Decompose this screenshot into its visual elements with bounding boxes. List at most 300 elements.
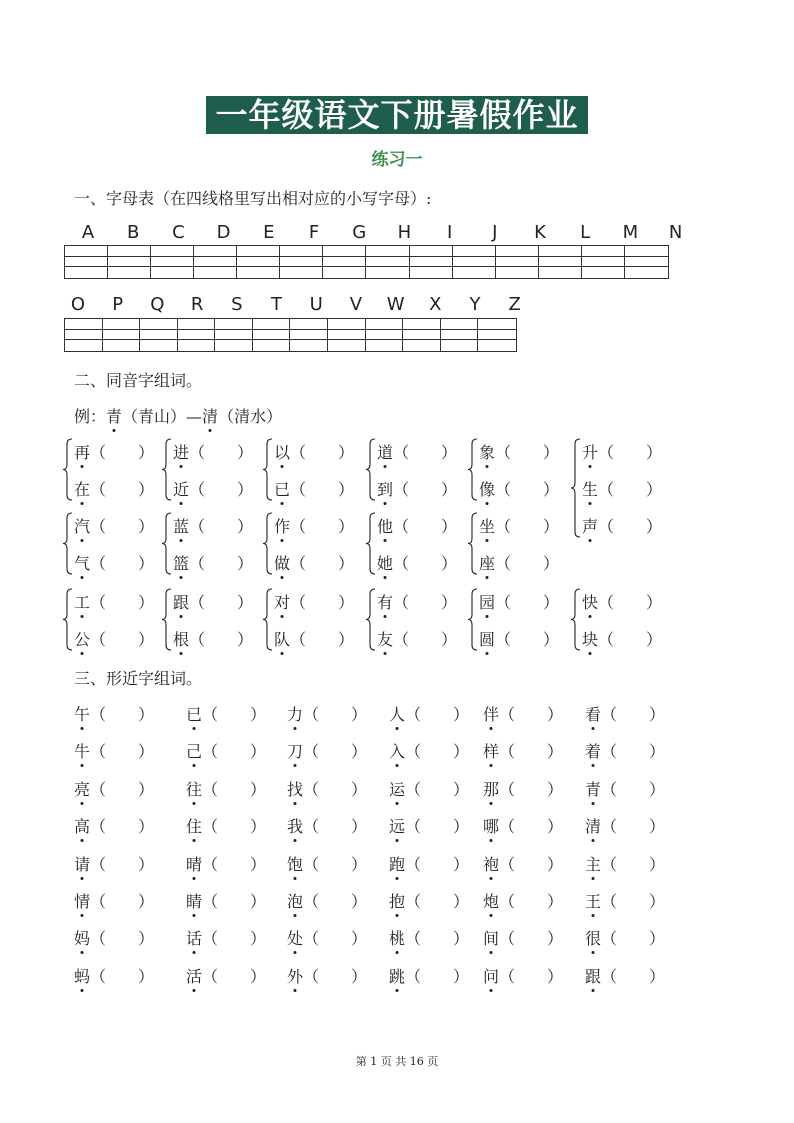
homophone-item [377,551,457,574]
answer-blank[interactable]: （ ） [90,705,155,724]
homophone-item [74,627,154,650]
char: 象 [479,440,495,463]
homophone-item [479,590,559,613]
answer-blank[interactable]: （ ） [90,742,155,762]
char: 圆 [479,627,495,650]
char: 跟 [585,964,601,987]
example-char-a: 青 [106,404,122,427]
similar-char-item [389,926,469,949]
page-title: 一年级语文下册暑假作业 [206,96,588,134]
letter-D: D [216,222,231,243]
grid-cell[interactable] [65,319,103,351]
homophone-item [377,627,457,650]
answer-blank[interactable]: （ ） [405,779,470,799]
answer-blank[interactable]: （ ） [601,779,666,799]
grid-cell[interactable] [582,246,625,278]
answer-blank[interactable]: （ ） [499,892,564,911]
char: 队 [274,627,290,650]
char: 入 [389,739,405,762]
similar-char-item [483,926,563,949]
grid-cell[interactable] [140,319,178,351]
grid-cell[interactable] [366,246,409,278]
homophone-item [582,477,662,500]
answer-blank[interactable]: （ ） [495,517,560,536]
four-line-grid-2[interactable] [64,318,517,352]
alphabet-row-2 [64,294,564,314]
answer-blank[interactable]: （ ） [405,929,470,949]
answer-blank[interactable]: （ ） [189,517,254,536]
answer-blank[interactable]: （ ） [405,817,470,837]
homophone-item [377,590,457,613]
similar-char-item [585,702,665,725]
brace-icon [365,512,377,575]
answer-blank[interactable]: （ ） [90,480,155,499]
letter-Q: Q [150,294,165,315]
letter-H: H [397,222,412,243]
similar-char-item [483,889,563,912]
homophone-item [74,551,154,574]
grid-cell[interactable] [496,246,539,278]
grid-cell[interactable] [280,246,323,278]
answer-blank[interactable]: （ ） [601,966,666,986]
char: 很 [585,926,601,949]
brace-icon [365,588,377,651]
answer-blank[interactable]: （ ） [189,480,254,499]
similar-char-item [483,964,563,987]
char: 间 [483,926,499,949]
answer-blank[interactable]: （ ） [393,630,458,649]
grid-cell[interactable] [290,319,328,351]
letter-Y: Y [469,294,481,315]
char: 晴 [186,852,202,875]
grid-cell[interactable] [328,319,366,351]
homophone-item [479,551,559,574]
answer-blank[interactable]: （ ） [303,854,368,874]
answer-blank[interactable]: （ ） [598,593,663,612]
similar-char-item [585,889,665,912]
char: 着 [585,739,601,762]
similar-char-item [74,777,154,800]
similar-char-item [483,702,563,725]
subtitle: 练习一 [371,150,423,170]
char: 找 [287,777,303,800]
char: 根 [173,627,189,650]
brace-icon [62,588,74,651]
brace-icon [62,438,74,501]
answer-blank[interactable]: （ ） [290,593,355,612]
char: 袍 [483,852,499,875]
char: 道 [377,440,393,463]
homophone-item [274,514,354,537]
similar-char-item [287,814,367,837]
char: 块 [582,627,598,650]
answer-blank[interactable]: （ ） [601,742,666,762]
answer-blank[interactable]: （ ） [393,480,458,499]
answer-blank[interactable]: （ ） [202,817,267,837]
char: 工 [74,590,90,613]
answer-blank[interactable]: （ ） [601,929,666,949]
answer-blank[interactable]: （ ） [189,593,254,612]
char: 饱 [287,852,303,875]
four-line-grid-1[interactable] [64,245,669,279]
answer-blank[interactable]: （ ） [290,480,355,499]
answer-blank[interactable]: （ ） [405,892,470,911]
char: 往 [186,777,202,800]
brace-icon [262,588,274,651]
similar-char-item [585,852,665,875]
similar-char-item [585,926,665,949]
answer-blank[interactable]: （ ） [303,929,368,949]
brace-icon [161,438,173,501]
char: 情 [74,889,90,912]
char: 午 [74,702,90,725]
homophone-item [377,514,457,537]
char: 牛 [74,739,90,762]
section1-heading: 一、字母表（在四线格里写出相对应的小写字母）: [74,189,432,208]
grid-cell[interactable] [403,319,441,351]
answer-blank[interactable]: （ ） [90,630,155,649]
grid-cell[interactable] [366,319,404,351]
similar-char-item [483,739,563,762]
answer-blank[interactable]: （ ） [290,554,355,573]
brace-icon [467,512,479,575]
similar-char-item [74,739,154,762]
brace-icon [467,588,479,651]
similar-char-item [483,852,563,875]
char: 声 [582,514,598,537]
answer-blank[interactable]: （ ） [598,517,663,536]
similar-char-item [483,814,563,837]
answer-blank[interactable]: （ ） [290,630,355,649]
example-char-b: 清 [202,404,218,427]
similar-char-item [186,814,266,837]
answer-blank[interactable]: （ ） [90,929,155,949]
example-line [74,404,282,427]
grid-cell[interactable] [178,319,216,351]
similar-char-item [585,739,665,762]
answer-blank[interactable]: （ ） [598,630,663,649]
answer-blank[interactable]: （ ） [598,443,663,462]
similar-char-item [389,739,469,762]
answer-blank[interactable]: （ ） [601,705,666,724]
char: 炮 [483,889,499,912]
similar-char-item [74,926,154,949]
answer-blank[interactable]: （ ） [202,742,267,762]
char: 请 [74,852,90,875]
answer-blank[interactable]: （ ） [495,443,560,462]
char: 已 [186,702,202,725]
char: 主 [585,852,601,875]
homophone-item [274,590,354,613]
grid-cell[interactable] [539,246,582,278]
similar-char-item [186,739,266,762]
answer-blank[interactable]: （ ） [90,593,155,612]
answer-blank[interactable]: （ ） [495,554,560,573]
answer-blank[interactable]: （ ） [189,630,254,649]
char: 抱 [389,889,405,912]
char: 像 [479,477,495,500]
char: 园 [479,590,495,613]
char: 王 [585,889,601,912]
answer-blank[interactable]: （ ） [90,817,155,837]
grid-cell[interactable] [215,319,253,351]
grid-cell[interactable] [108,246,151,278]
brace-icon [62,512,74,575]
answer-blank[interactable]: （ ） [405,705,470,724]
letter-B: B [127,222,140,243]
alphabet-row-1 [64,222,744,242]
answer-blank[interactable]: （ ） [601,854,666,874]
letter-C: C [172,222,185,243]
char: 哪 [483,814,499,837]
grid-cell[interactable] [237,246,280,278]
grid-cell[interactable] [625,246,668,278]
answer-blank[interactable]: （ ） [303,742,368,762]
answer-blank[interactable]: （ ） [202,779,267,799]
char: 进 [173,440,189,463]
homophone-item [479,440,559,463]
char: 外 [287,964,303,987]
similar-char-item [585,777,665,800]
homophone-item [274,627,354,650]
char: 住 [186,814,202,837]
char: 伴 [483,702,499,725]
similar-char-item [585,964,665,987]
char: 近 [173,477,189,500]
answer-blank[interactable]: （ ） [495,480,560,499]
char: 跳 [389,964,405,987]
example-dash: — [186,407,203,426]
char: 青 [585,777,601,800]
answer-blank[interactable]: （ ） [90,443,155,462]
answer-blank[interactable]: （ ） [393,593,458,612]
answer-blank[interactable]: （ ） [499,854,564,874]
answer-blank[interactable]: （ ） [90,892,155,911]
grid-cell[interactable] [441,319,479,351]
similar-char-item [389,777,469,800]
homophone-item [274,551,354,574]
brace-icon [161,512,173,575]
answer-blank[interactable]: （ ） [202,854,267,874]
answer-blank[interactable]: （ ） [303,817,368,837]
char: 对 [274,590,290,613]
answer-blank[interactable]: （ ） [202,966,267,986]
char: 桃 [389,926,405,949]
section2-heading: 二、同音字组词。 [74,371,203,390]
char: 活 [186,964,202,987]
homophone-item [274,440,354,463]
grid-cell[interactable] [453,246,496,278]
char: 清 [585,814,601,837]
homophone-item [173,514,253,537]
char: 以 [274,440,290,463]
homophone-item [173,477,253,500]
brace-icon [570,588,582,651]
letter-K: K [534,222,546,243]
grid-cell[interactable] [65,246,108,278]
answer-blank[interactable]: （ ） [499,966,564,986]
letter-F: F [308,222,320,243]
char: 样 [483,739,499,762]
char: 快 [582,590,598,613]
char: 再 [74,440,90,463]
answer-blank[interactable]: （ ） [303,779,368,799]
homophone-item [74,514,154,537]
letter-E: E [263,222,275,243]
brace-icon [161,588,173,651]
char: 有 [377,590,393,613]
char: 看 [585,702,601,725]
answer-blank[interactable]: （ ） [598,480,663,499]
answer-blank[interactable]: （ ） [495,593,560,612]
similar-char-item [186,777,266,800]
homophone-item [377,477,457,500]
letter-L: L [580,222,591,243]
homophone-item [74,440,154,463]
similar-char-item [74,702,154,725]
answer-blank[interactable]: （ ） [90,854,155,874]
example-word-a: （青山） [122,407,187,426]
char: 生 [582,477,598,500]
char: 篮 [173,551,189,574]
answer-blank[interactable]: （ ） [499,929,564,949]
answer-blank[interactable]: （ ） [405,966,470,986]
homophone-item [479,627,559,650]
answer-blank[interactable]: （ ） [405,742,470,762]
similar-char-item [287,852,367,875]
letter-M: M [622,222,639,243]
homophone-item [582,627,662,650]
answer-blank[interactable]: （ ） [393,443,458,462]
answer-blank[interactable]: （ ） [601,817,666,837]
similar-char-item [186,852,266,875]
char: 处 [287,926,303,949]
brace-icon [467,438,479,501]
char: 我 [287,814,303,837]
similar-char-item [74,814,154,837]
answer-blank[interactable]: （ ） [90,517,155,536]
homophone-item [377,440,457,463]
answer-blank[interactable]: （ ） [90,779,155,799]
answer-blank[interactable]: （ ） [393,554,458,573]
grid-cell[interactable] [323,246,366,278]
answer-blank[interactable]: （ ） [601,892,666,911]
char: 高 [74,814,90,837]
char: 到 [377,477,393,500]
answer-blank[interactable]: （ ） [290,517,355,536]
char: 问 [483,964,499,987]
answer-blank[interactable]: （ ） [290,443,355,462]
similar-char-item [287,702,367,725]
char: 跑 [389,852,405,875]
char: 他 [377,514,393,537]
answer-blank[interactable]: （ ） [202,929,267,949]
grid-cell[interactable] [103,319,141,351]
answer-blank[interactable]: （ ） [202,892,267,911]
answer-blank[interactable]: （ ） [499,779,564,799]
letter-I: I [446,222,453,243]
grid-cell[interactable] [194,246,237,278]
answer-blank[interactable]: （ ） [189,443,254,462]
char: 做 [274,551,290,574]
answer-blank[interactable]: （ ） [90,554,155,573]
page-footer: 第 1 页 共 16 页 [355,1055,439,1068]
homophone-item [173,440,253,463]
char: 力 [287,702,303,725]
char: 友 [377,627,393,650]
homophone-item [582,440,662,463]
char: 睛 [186,889,202,912]
brace-icon [365,438,377,501]
answer-blank[interactable]: （ ） [303,966,368,986]
letter-N: N [668,222,683,243]
char: 坐 [479,514,495,537]
similar-char-item [287,889,367,912]
char: 泡 [287,889,303,912]
example-prefix: 例： [74,407,107,426]
similar-char-item [74,964,154,987]
char: 升 [582,440,598,463]
grid-cell[interactable] [478,319,516,351]
brace-icon [262,512,274,575]
char: 刀 [287,739,303,762]
grid-cell[interactable] [410,246,453,278]
homophone-item [479,477,559,500]
char: 跟 [173,590,189,613]
char: 那 [483,777,499,800]
letter-V: V [349,294,363,315]
similar-char-item [389,814,469,837]
brace-icon [570,438,582,538]
answer-blank[interactable]: （ ） [499,742,564,762]
char: 她 [377,551,393,574]
answer-blank[interactable]: （ ） [405,854,470,874]
answer-blank[interactable]: （ ） [499,817,564,837]
answer-blank[interactable]: （ ） [495,630,560,649]
answer-blank[interactable]: （ ） [499,705,564,724]
char: 人 [389,702,405,725]
homophone-item [173,551,253,574]
char: 已 [274,477,290,500]
letter-T: T [271,294,282,315]
char: 话 [186,926,202,949]
answer-blank[interactable]: （ ） [202,705,267,724]
answer-blank[interactable]: （ ） [303,705,368,724]
similar-char-item [287,777,367,800]
char: 蓝 [173,514,189,537]
answer-blank[interactable]: （ ） [189,554,254,573]
section3-heading: 三、形近字组词。 [74,669,203,688]
letter-X: X [429,294,442,315]
similar-char-item [186,889,266,912]
similar-char-item [287,964,367,987]
similar-char-item [287,926,367,949]
letter-G: G [352,222,367,243]
similar-char-item [186,964,266,987]
similar-char-item [287,739,367,762]
char: 作 [274,514,290,537]
char: 在 [74,477,90,500]
grid-cell[interactable] [151,246,194,278]
grid-cell[interactable] [253,319,291,351]
similar-char-item [389,964,469,987]
similar-char-item [74,889,154,912]
homophone-item [479,514,559,537]
answer-blank[interactable]: （ ） [393,517,458,536]
answer-blank[interactable]: （ ） [90,966,155,986]
letter-O: O [70,294,86,315]
answer-blank[interactable]: （ ） [303,892,368,911]
